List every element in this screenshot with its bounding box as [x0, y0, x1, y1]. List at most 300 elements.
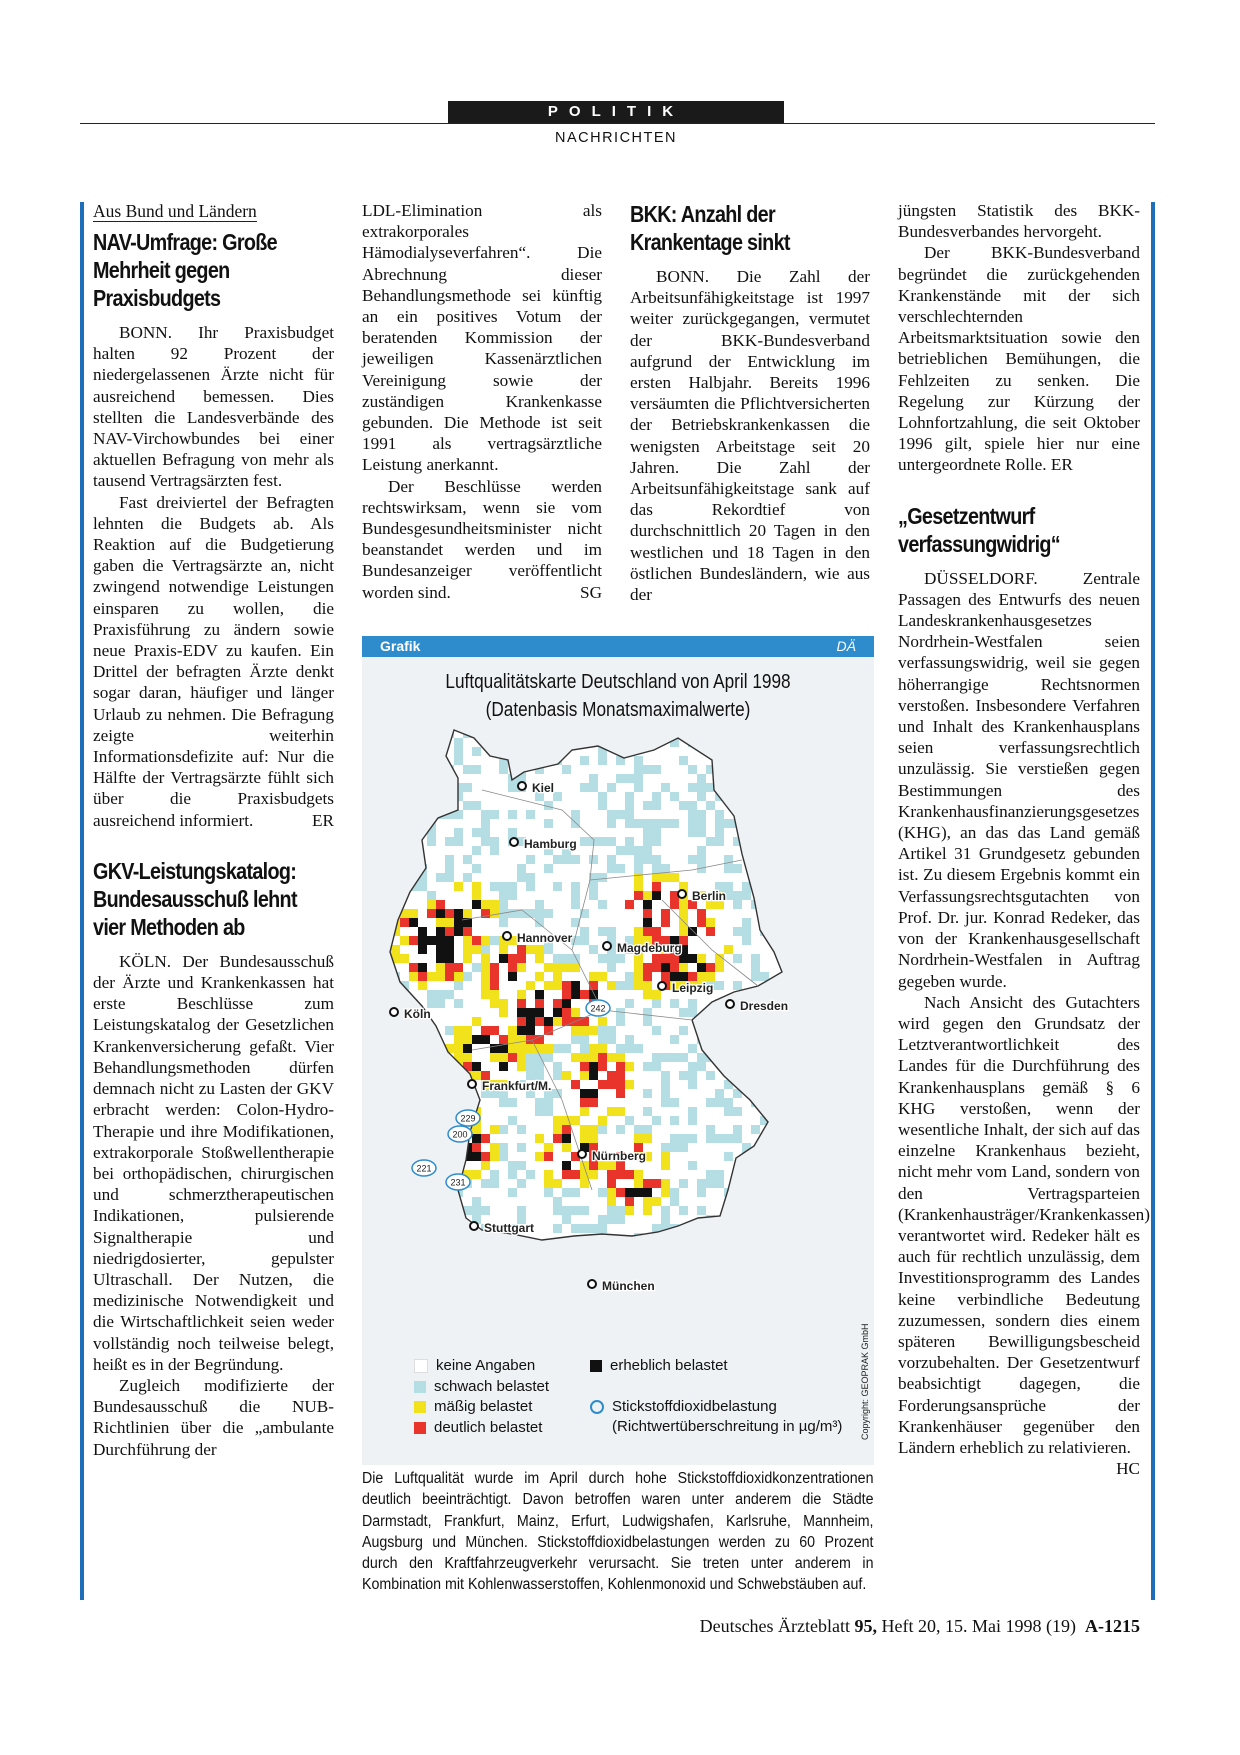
pollution-cell [409, 1071, 418, 1080]
legend-swatch [590, 1360, 602, 1372]
pollution-cell [571, 1116, 580, 1125]
pollution-cell [562, 1206, 571, 1215]
pollution-cell [643, 846, 652, 855]
pollution-cell [508, 891, 517, 900]
pollution-cell [400, 918, 409, 927]
pollution-cell [580, 1242, 589, 1251]
pollution-cell [454, 1053, 463, 1062]
pollution-cell [634, 891, 643, 900]
pollution-cell [553, 999, 562, 1008]
pollution-cell [535, 900, 544, 909]
pollution-cell [571, 1224, 580, 1233]
pollution-cell [409, 792, 418, 801]
pollution-cell [607, 783, 616, 792]
pollution-cell [526, 1062, 535, 1071]
pollution-cell [589, 729, 598, 738]
pollution-cell [400, 954, 409, 963]
pollution-cell [760, 1089, 769, 1098]
pollution-cell [706, 1071, 715, 1080]
pollution-cell [724, 792, 733, 801]
pollution-cell [661, 1179, 670, 1188]
pollution-cell [400, 810, 409, 819]
pollution-cell [553, 1044, 562, 1053]
pollution-cell [652, 738, 661, 747]
pollution-cell [760, 1143, 769, 1152]
pollution-cell [391, 909, 400, 918]
pollution-cell [454, 1152, 463, 1161]
pollution-cell [571, 1008, 580, 1017]
pollution-cell [526, 1242, 535, 1251]
pollution-cell [652, 1197, 661, 1206]
pollution-cell [598, 927, 607, 936]
pollution-cell [409, 720, 418, 729]
pollution-cell [634, 882, 643, 891]
pollution-cell [472, 1152, 481, 1161]
pollution-cell [778, 1170, 787, 1179]
pollution-cell [697, 918, 706, 927]
pollution-cell [427, 1242, 436, 1251]
paragraph: Nach Ansicht des Gutachters wird gegen den Grundsatz der Letztverantwortlichkeit des Landes für die Durchführung des Krankenhausplans gemäß § 6 KHG verstoßen, wenn der wesentliche Inhalt, der sich auf das einzelne Krankenhaus bezieht, nicht mehr vom Land, sondern von den Vertragsparteien (Krankenhausträger/Krankenkassen) verantwortet wird. Redeker hält es auch für rechtlich unzulässig, dem Investitionsprogramm des Landes keine verbindliche Bedeutung zuzumessen, sondern dies einem späteren Bewilligungsbescheid vorzubehalten. Der Gesetzentwurf beabsichtigt dagegen, die Forderungsansprüche der Krankenhäuser gegenüber den Ländern erheblich zu relativieren. HC [898, 992, 1150, 1479]
paragraph: Der Beschlüsse werden rechtswirksam, wenn sie vom Bundesgesundheitsminister nicht beanstandet werden und im Bundesanzeiger veröffentlicht worden sind. SG [362, 476, 602, 602]
pollution-cell [598, 1215, 607, 1224]
pollution-cell [562, 999, 571, 1008]
pollution-cell [634, 981, 643, 990]
pollution-cell [643, 738, 652, 747]
pollution-cell [724, 720, 733, 729]
pollution-cell [760, 1179, 769, 1188]
pollution-cell [589, 945, 598, 954]
pollution-cell [427, 792, 436, 801]
pollution-cell [400, 1098, 409, 1107]
pollution-cell [571, 900, 580, 909]
pollution-cell [535, 1152, 544, 1161]
city-marker [578, 1150, 586, 1158]
map-legend-left [414, 1356, 549, 1438]
paragraph: Zugleich modifizierte der Bundesausschuß die NUB-Richtlinien über die „ambulante Durchführung der [93, 1375, 334, 1459]
pollution-cell [382, 1089, 391, 1098]
pollution-cell [706, 1098, 715, 1107]
header-rule [80, 123, 1155, 124]
pollution-cell [634, 819, 643, 828]
pollution-cell [652, 819, 661, 828]
pollution-cell [724, 729, 733, 738]
pollution-cell [427, 1152, 436, 1161]
pollution-cell [481, 810, 490, 819]
pollution-cell [580, 1035, 589, 1044]
pollution-cell [769, 828, 778, 837]
pollution-cell [571, 990, 580, 999]
pollution-cell [472, 1035, 481, 1044]
pollution-cell [499, 1098, 508, 1107]
pollution-cell [670, 720, 679, 729]
pollution-cell [670, 1197, 679, 1206]
pollution-cell [445, 1242, 454, 1251]
pollution-cell [535, 1035, 544, 1044]
pollution-cell [517, 963, 526, 972]
pollution-cell [400, 720, 409, 729]
pollution-cell [616, 810, 625, 819]
pollution-cell [562, 765, 571, 774]
graphic-caption: Die Luftqualität wurde im April durch hohe Stickstoffdioxidkonzentrationen deutlich beeinträchtigt. Davon betroffen waren unter anderem die Städte Darmstadt, Frankfurt, Mainz, Erfurt, Ludwigshafen, Karlsruhe, Mannheim, Augsburg und München. Stickstoffdioxidbelastungen werden zu 60 Prozent durch den Kraftfahrzeugverkehr verursacht. Sie treten unter anderem in Kombination mit Kohlenwasserstoffen, Kohlenmonoxid und Schwebstäuben auf. [362, 1470, 874, 1594]
pollution-cell [490, 810, 499, 819]
pollution-cell [688, 1080, 697, 1089]
pollution-cell [508, 1053, 517, 1062]
pollution-cell [544, 864, 553, 873]
pollution-cell [463, 1089, 472, 1098]
pollution-cell [760, 1197, 769, 1206]
pollution-cell [688, 819, 697, 828]
pollution-cell [688, 765, 697, 774]
pollution-cell [526, 1008, 535, 1017]
pollution-cell [607, 981, 616, 990]
pollution-cell [490, 981, 499, 990]
pollution-cell [625, 738, 634, 747]
pollution-cell [436, 873, 445, 882]
pollution-cell [652, 963, 661, 972]
pollution-cell [769, 882, 778, 891]
pollution-cell [544, 1170, 553, 1179]
author-signature: ER [312, 810, 334, 830]
pollution-cell [643, 1134, 652, 1143]
pollution-cell [499, 900, 508, 909]
pollution-cell [580, 783, 589, 792]
pollution-cell [607, 1197, 616, 1206]
pollution-cell [769, 1143, 778, 1152]
city-marker [588, 1280, 596, 1288]
pollution-cell [751, 810, 760, 819]
pollution-cell [769, 837, 778, 846]
pollution-cell [607, 1188, 616, 1197]
pollution-cell [463, 954, 472, 963]
pollution-cell [391, 792, 400, 801]
pollution-cell [544, 1026, 553, 1035]
city-marker [468, 1080, 476, 1088]
pollution-cell [481, 828, 490, 837]
pollution-cell [715, 1224, 724, 1233]
pollution-cell [472, 900, 481, 909]
pollution-cell [625, 1035, 634, 1044]
city-marker [658, 982, 666, 990]
pollution-cell [553, 1134, 562, 1143]
pollution-cell [436, 1143, 445, 1152]
pollution-cell [499, 1152, 508, 1161]
pollution-cell [490, 909, 499, 918]
pollution-cell [418, 1125, 427, 1134]
pollution-cell [418, 936, 427, 945]
pollution-cell [391, 864, 400, 873]
pollution-cell [787, 990, 796, 999]
pollution-cell [778, 981, 787, 990]
pollution-cell [688, 972, 697, 981]
pollution-cell [598, 756, 607, 765]
pollution-cell [409, 864, 418, 873]
pollution-cell [625, 1188, 634, 1197]
author-signature: ER [1050, 455, 1073, 475]
pollution-cell [454, 927, 463, 936]
pollution-cell [625, 846, 634, 855]
paragraph: DÜSSELDORF. Zentrale Passagen des Entwurfs des neuen Landeskrankenhausgesetzes Nordrhein-Westfalen seien verfassungswidrig, weil sie gegen höherrangige Rechtsnormen verstoßen. Insbesondere Verfahren und Inhalt des Krankenhausplans seien verfassungsrechtlich unzulässig. Sie verstießen gegen Bestimmungen des Krankenhausfinanzierungsgesetzes (KHG), an das das Land gemäß Artikel 31 Grundgesetz gebunden ist. Zu diesem Ergebnis kommt ein Verfassungsrechtsgutachten von Prof. Dr. jur. Konrad Redeker, das von der Krankenhausgesellschaft Nordrhein-Westfalen in Auftrag gegeben wurde. [898, 568, 1140, 991]
pollution-cell [652, 927, 661, 936]
pollution-cell [580, 738, 589, 747]
pollution-cell [661, 1053, 670, 1062]
pollution-cell [670, 900, 679, 909]
pollution-cell [517, 729, 526, 738]
pollution-cell [679, 963, 688, 972]
pollution-cell [769, 1224, 778, 1233]
pollution-cell [436, 909, 445, 918]
pollution-cell [409, 1098, 418, 1107]
pollution-cell [499, 1035, 508, 1044]
pollution-cell [742, 1242, 751, 1251]
pollution-cell [481, 936, 490, 945]
pollution-cell [472, 801, 481, 810]
pollution-cell [616, 774, 625, 783]
pollution-cell [787, 918, 796, 927]
pollution-cell [454, 756, 463, 765]
pollution-cell [652, 1179, 661, 1188]
pollution-cell [616, 1053, 625, 1062]
pollution-cell [400, 738, 409, 747]
author-signature: HC [1116, 1459, 1140, 1479]
paragraph: BONN. Ihr Praxisbudget halten 92 Prozent der niedergelassenen Ärzte nicht für ausreichend bemessen. Dies stellten die Landesverbände des NAV-Virchowbundes bei einer aktuellen Befragung von mehr als tausend Vertragsärzten fest. [93, 323, 334, 491]
pollution-cell [643, 1242, 652, 1251]
pollution-cell [697, 1206, 706, 1215]
pollution-cell [508, 882, 517, 891]
pollution-cell [499, 1143, 508, 1152]
pollution-cell [562, 738, 571, 747]
pollution-cell [742, 774, 751, 783]
pollution-cell [553, 963, 562, 972]
pollution-cell [382, 747, 391, 756]
pollution-cell [679, 1134, 688, 1143]
pollution-cell [553, 1062, 562, 1071]
pollution-cell [562, 1008, 571, 1017]
pollution-cell [454, 828, 463, 837]
pollution-cell [778, 945, 787, 954]
pollution-cell [499, 1125, 508, 1134]
pollution-cell [535, 972, 544, 981]
pollution-cell [382, 801, 391, 810]
column-4 [898, 200, 1150, 1479]
pollution-cell [589, 774, 598, 783]
pollution-cell [553, 1179, 562, 1188]
pollution-cell [643, 972, 652, 981]
pollution-cell [787, 1233, 796, 1242]
pollution-cell [499, 891, 508, 900]
city-label: Köln [404, 1007, 431, 1021]
pollution-cell [472, 882, 481, 891]
pollution-cell [490, 846, 499, 855]
pollution-cell [670, 792, 679, 801]
pollution-cell [418, 1143, 427, 1152]
pollution-cell [481, 972, 490, 981]
pollution-cell [454, 909, 463, 918]
pollution-cell [661, 720, 670, 729]
pollution-cell [787, 1224, 796, 1233]
pollution-cell [400, 1224, 409, 1233]
pollution-cell [625, 1062, 634, 1071]
pollution-cell [778, 1098, 787, 1107]
pollution-cell [769, 1035, 778, 1044]
pollution-cell [580, 927, 589, 936]
pollution-cell [445, 990, 454, 999]
pollution-cell [778, 936, 787, 945]
pollution-cell [481, 738, 490, 747]
pollution-cell [598, 801, 607, 810]
pollution-cell [643, 855, 652, 864]
pollution-cell [580, 936, 589, 945]
pollution-cell [436, 900, 445, 909]
pollution-cell [589, 1098, 598, 1107]
pollution-cell [472, 1170, 481, 1179]
pollution-cell [751, 954, 760, 963]
pollution-cell [733, 738, 742, 747]
no2-circle-icon [590, 1400, 604, 1414]
pollution-cell [436, 774, 445, 783]
city-label: Leipzig [672, 981, 714, 995]
paragraph: Fast dreiviertel der Befragten lehnten die Budgets ab. Als Reaktion auf die Budgetierung gaben die Vertragsärzte an, nicht zwingend notwendige Leistungen einsparen zu wollen, die Praxisführung zu ändern sowie neue Praxis-EDV zu kaufen. Ein Drittel der befragten Ärzte denkt sogar daran, häufiger und länger Urlaub zu nehmen. Die Befragung zeigte weiterhin Informationsdefizite auf: Nur die Hälfte der Vertragsärzte fühlt sich über die Praxisbudgets ausreichend informiert. ER [93, 492, 334, 830]
pollution-cell [634, 972, 643, 981]
pollution-cell [517, 999, 526, 1008]
pollution-cell [751, 1053, 760, 1062]
pollution-cell [715, 963, 724, 972]
pollution-cell [769, 747, 778, 756]
pollution-cell [598, 837, 607, 846]
pollution-cell [391, 729, 400, 738]
pollution-cell [715, 738, 724, 747]
pollution-cell [769, 1017, 778, 1026]
city-label: Frankfurt/M. [482, 1079, 552, 1093]
pollution-cell [499, 882, 508, 891]
pollution-cell [598, 900, 607, 909]
pollution-cell [616, 1044, 625, 1053]
pollution-cell [418, 981, 427, 990]
pollution-cell [418, 1107, 427, 1116]
pollution-cell [562, 1134, 571, 1143]
pollution-cell [715, 1179, 724, 1188]
pollution-cell [697, 738, 706, 747]
pollution-cell [625, 801, 634, 810]
pollution-cell [508, 1116, 517, 1125]
pollution-cell [688, 1107, 697, 1116]
pollution-cell [760, 909, 769, 918]
pollution-cell [625, 1206, 634, 1215]
pollution-cell [562, 1143, 571, 1152]
pollution-cell [652, 1062, 661, 1071]
pollution-cell [499, 954, 508, 963]
pollution-cell [580, 837, 589, 846]
pollution-cell [715, 837, 724, 846]
pollution-cell [652, 882, 661, 891]
pollution-cell [454, 837, 463, 846]
pollution-cell [625, 837, 634, 846]
pollution-cell [580, 990, 589, 999]
pollution-cell [652, 954, 661, 963]
pollution-cell [436, 792, 445, 801]
pollution-cell [706, 1179, 715, 1188]
pollution-cell [571, 1035, 580, 1044]
pollution-cell [580, 1206, 589, 1215]
pollution-cell [715, 720, 724, 729]
pollution-cell [697, 846, 706, 855]
pollution-cell [544, 1098, 553, 1107]
pollution-cell [544, 1017, 553, 1026]
pollution-cell [697, 909, 706, 918]
pollution-cell [517, 756, 526, 765]
pollution-cell [697, 855, 706, 864]
route-number: 200 [452, 1129, 468, 1140]
pollution-cell [517, 1017, 526, 1026]
pollution-cell [688, 828, 697, 837]
pollution-cell [580, 756, 589, 765]
pollution-cell [454, 981, 463, 990]
pollution-cell [526, 882, 535, 891]
pollution-cell [436, 999, 445, 1008]
pollution-cell [787, 1044, 796, 1053]
pollution-cell [697, 774, 706, 783]
pollution-cell [427, 765, 436, 774]
pollution-cell [562, 1044, 571, 1053]
pollution-cell [625, 900, 634, 909]
pollution-cell [382, 1215, 391, 1224]
pollution-cell [760, 819, 769, 828]
pollution-cell [733, 1071, 742, 1080]
pollution-cell [724, 1008, 733, 1017]
pollution-cell [643, 1206, 652, 1215]
pollution-cell [769, 1188, 778, 1197]
graphic-title: Luftqualitätskarte Deutschland von April 1998 (Datenbasis Monatsmaximalwerte) [445, 671, 791, 721]
pollution-cell [472, 1125, 481, 1134]
pollution-cell [409, 1080, 418, 1089]
pollution-cell [634, 1134, 643, 1143]
pollution-cell [643, 1188, 652, 1197]
pollution-cell [445, 954, 454, 963]
city-label: Nürnberg [592, 1149, 646, 1163]
pollution-cell [445, 783, 454, 792]
pollution-cell [634, 1179, 643, 1188]
pollution-cell [742, 828, 751, 837]
pollution-cell [625, 720, 634, 729]
pollution-cell [661, 819, 670, 828]
route-number: 221 [416, 1163, 432, 1174]
pollution-cell [769, 1062, 778, 1071]
pollution-cell [652, 891, 661, 900]
pollution-cell [517, 1053, 526, 1062]
graphic-label: Grafik [380, 638, 421, 654]
pollution-cell [418, 963, 427, 972]
pollution-cell [526, 1026, 535, 1035]
pollution-cell [580, 1062, 589, 1071]
pollution-cell [571, 1026, 580, 1035]
pollution-cell [643, 819, 652, 828]
pollution-cell [625, 1044, 634, 1053]
pollution-cell [427, 1044, 436, 1053]
pollution-cell [553, 855, 562, 864]
pollution-cell [724, 1233, 733, 1242]
pollution-cell [643, 909, 652, 918]
map-copyright: Copyright: GEOPRAK GmbH [860, 1323, 870, 1440]
pollution-cell [409, 846, 418, 855]
pollution-cell [688, 1134, 697, 1143]
pollution-cell [409, 1233, 418, 1242]
pollution-cell [589, 981, 598, 990]
pollution-cell [427, 909, 436, 918]
map-legend-right [590, 1356, 842, 1438]
pollution-cell [472, 1134, 481, 1143]
pollution-cell [616, 864, 625, 873]
pollution-cell [607, 837, 616, 846]
pollution-cell [652, 1242, 661, 1251]
